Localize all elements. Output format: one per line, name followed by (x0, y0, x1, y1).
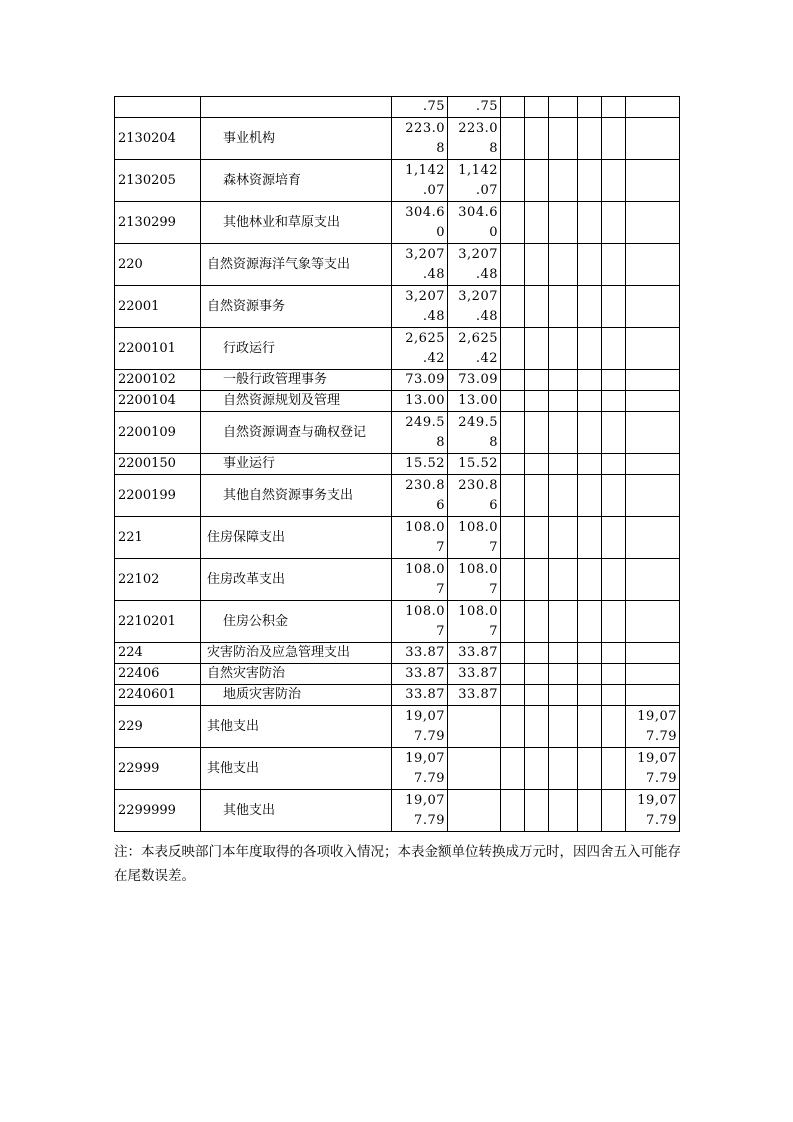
table-body (115, 97, 680, 832)
empty-cell (501, 118, 525, 160)
empty-cell (501, 244, 525, 286)
appropriation-amount-cell: 73.09 (448, 370, 501, 391)
item-code-cell: 2210201 (115, 601, 201, 643)
other-income-cell (626, 643, 680, 664)
empty-cell (501, 664, 525, 685)
item-code-cell: 22001 (115, 286, 201, 328)
item-name-cell: 其他支出 (201, 748, 392, 790)
empty-cell (602, 664, 626, 685)
table-footnote: 注：本表反映部门本年度取得的各项收入情况；本表金额单位转换成万元时，因四舍五入可能存在尾数误差。 (114, 844, 681, 884)
empty-cell (525, 370, 549, 391)
empty-cell (549, 328, 578, 370)
other-income-cell (626, 454, 680, 475)
appropriation-amount-cell: 33.87 (448, 643, 501, 664)
table-row (115, 664, 680, 685)
item-name-cell: 事业机构 (201, 118, 392, 160)
empty-cell (501, 517, 525, 559)
appropriation-amount-cell (448, 790, 501, 832)
table-row (115, 706, 680, 748)
empty-cell (549, 118, 578, 160)
empty-cell (578, 328, 602, 370)
empty-cell (602, 97, 626, 118)
item-name-cell: 灾害防治及应急管理支出 (201, 643, 392, 664)
total-amount-cell: 13.00 (392, 391, 448, 412)
other-income-cell (626, 202, 680, 244)
empty-cell (602, 118, 626, 160)
other-income-cell (626, 517, 680, 559)
empty-cell (501, 706, 525, 748)
appropriation-amount-cell: .75 (448, 97, 501, 118)
item-code-cell: 22999 (115, 748, 201, 790)
table-row (115, 328, 680, 370)
total-amount-cell: 73.09 (392, 370, 448, 391)
item-name-cell: 住房改革支出 (201, 559, 392, 601)
empty-cell (602, 286, 626, 328)
table-row (115, 244, 680, 286)
item-name-cell: 自然灾害防治 (201, 664, 392, 685)
total-amount-cell: 19,07 7.79 (392, 790, 448, 832)
total-amount-cell: .75 (392, 97, 448, 118)
empty-cell (501, 286, 525, 328)
empty-cell (501, 790, 525, 832)
empty-cell (525, 475, 549, 517)
empty-cell (525, 118, 549, 160)
empty-cell (602, 475, 626, 517)
empty-cell (602, 685, 626, 706)
other-income-cell: 19,07 7.79 (626, 790, 680, 832)
appropriation-amount-cell: 1,142 .07 (448, 160, 501, 202)
total-amount-cell: 108.0 7 (392, 601, 448, 643)
empty-cell (602, 643, 626, 664)
empty-cell (525, 706, 549, 748)
item-code-cell: 2240601 (115, 685, 201, 706)
table-row (115, 412, 680, 454)
item-code-cell: 2200102 (115, 370, 201, 391)
empty-cell (525, 391, 549, 412)
item-code-cell: 2200199 (115, 475, 201, 517)
empty-cell (578, 202, 602, 244)
empty-cell (578, 97, 602, 118)
other-income-cell (626, 370, 680, 391)
item-code-cell: 224 (115, 643, 201, 664)
empty-cell (549, 160, 578, 202)
total-amount-cell: 1,142 .07 (392, 160, 448, 202)
item-name-cell: 行政运行 (201, 328, 392, 370)
item-name-cell: 住房公积金 (201, 601, 392, 643)
empty-cell (501, 328, 525, 370)
item-code-cell: 2299999 (115, 790, 201, 832)
empty-cell (602, 790, 626, 832)
other-income-cell: 19,07 7.79 (626, 706, 680, 748)
other-income-cell (626, 97, 680, 118)
empty-cell (578, 475, 602, 517)
empty-cell (525, 748, 549, 790)
empty-cell (549, 601, 578, 643)
empty-cell (501, 202, 525, 244)
empty-cell (549, 559, 578, 601)
empty-cell (578, 118, 602, 160)
empty-cell (602, 454, 626, 475)
total-amount-cell: 2,625 .42 (392, 328, 448, 370)
item-name-cell: 其他自然资源事务支出 (201, 475, 392, 517)
empty-cell (549, 244, 578, 286)
empty-cell (602, 412, 626, 454)
other-income-cell (626, 685, 680, 706)
total-amount-cell: 108.0 7 (392, 517, 448, 559)
empty-cell (525, 559, 549, 601)
table-row (115, 454, 680, 475)
empty-cell (501, 160, 525, 202)
empty-cell (525, 286, 549, 328)
empty-cell (602, 748, 626, 790)
empty-cell (602, 160, 626, 202)
table-row (115, 643, 680, 664)
other-income-cell (626, 412, 680, 454)
table-row (115, 370, 680, 391)
empty-cell (578, 643, 602, 664)
item-code-cell: 2130299 (115, 202, 201, 244)
table-row (115, 790, 680, 832)
table-row (115, 559, 680, 601)
empty-cell (525, 790, 549, 832)
item-code-cell: 2130205 (115, 160, 201, 202)
other-income-cell (626, 160, 680, 202)
empty-cell (549, 391, 578, 412)
item-name-cell: 森林资源培育 (201, 160, 392, 202)
empty-cell (525, 517, 549, 559)
empty-cell (501, 412, 525, 454)
appropriation-amount-cell: 2,625 .42 (448, 328, 501, 370)
empty-cell (578, 664, 602, 685)
budget-table (114, 96, 680, 832)
empty-cell (602, 244, 626, 286)
total-amount-cell: 230.8 6 (392, 475, 448, 517)
item-name-cell: 其他支出 (201, 790, 392, 832)
total-amount-cell: 108.0 7 (392, 559, 448, 601)
empty-cell (525, 412, 549, 454)
empty-cell (549, 475, 578, 517)
empty-cell (525, 601, 549, 643)
empty-cell (525, 685, 549, 706)
empty-cell (549, 286, 578, 328)
appropriation-amount-cell: 230.8 6 (448, 475, 501, 517)
other-income-cell (626, 286, 680, 328)
table-row (115, 202, 680, 244)
item-code-cell: 2130204 (115, 118, 201, 160)
table-row (115, 601, 680, 643)
total-amount-cell: 19,07 7.79 (392, 748, 448, 790)
empty-cell (549, 517, 578, 559)
empty-cell (578, 454, 602, 475)
total-amount-cell: 223.0 8 (392, 118, 448, 160)
empty-cell (578, 286, 602, 328)
item-code-cell: 22102 (115, 559, 201, 601)
empty-cell (602, 601, 626, 643)
empty-cell (501, 454, 525, 475)
total-amount-cell: 19,07 7.79 (392, 706, 448, 748)
empty-cell (602, 559, 626, 601)
other-income-cell (626, 391, 680, 412)
table-row (115, 118, 680, 160)
empty-cell (578, 244, 602, 286)
appropriation-amount-cell: 304.6 0 (448, 202, 501, 244)
empty-cell (578, 412, 602, 454)
appropriation-amount-cell: 223.0 8 (448, 118, 501, 160)
item-code-cell (115, 97, 201, 118)
empty-cell (549, 202, 578, 244)
item-code-cell: 22406 (115, 664, 201, 685)
empty-cell (549, 643, 578, 664)
item-name-cell: 一般行政管理事务 (201, 370, 392, 391)
other-income-cell (626, 118, 680, 160)
appropriation-amount-cell: 108.0 7 (448, 601, 501, 643)
appropriation-amount-cell: 108.0 7 (448, 559, 501, 601)
empty-cell (549, 97, 578, 118)
empty-cell (602, 328, 626, 370)
empty-cell (578, 748, 602, 790)
appropriation-amount-cell: 249.5 8 (448, 412, 501, 454)
other-income-cell (626, 475, 680, 517)
empty-cell (525, 244, 549, 286)
empty-cell (578, 706, 602, 748)
appropriation-amount-cell (448, 748, 501, 790)
item-code-cell: 2200150 (115, 454, 201, 475)
empty-cell (525, 328, 549, 370)
empty-cell (501, 685, 525, 706)
table-row (115, 160, 680, 202)
item-name-cell: 其他林业和草原支出 (201, 202, 392, 244)
empty-cell (549, 454, 578, 475)
empty-cell (602, 706, 626, 748)
empty-cell (602, 391, 626, 412)
item-name-cell (201, 97, 392, 118)
item-name-cell: 自然资源调查与确权登记 (201, 412, 392, 454)
empty-cell (549, 664, 578, 685)
table-row (115, 685, 680, 706)
item-name-cell: 自然资源事务 (201, 286, 392, 328)
empty-cell (501, 475, 525, 517)
total-amount-cell: 249.5 8 (392, 412, 448, 454)
table-row (115, 475, 680, 517)
appropriation-amount-cell: 13.00 (448, 391, 501, 412)
empty-cell (602, 202, 626, 244)
total-amount-cell: 3,207 .48 (392, 244, 448, 286)
total-amount-cell: 15.52 (392, 454, 448, 475)
item-code-cell: 2200109 (115, 412, 201, 454)
total-amount-cell: 3,207 .48 (392, 286, 448, 328)
empty-cell (578, 391, 602, 412)
empty-cell (549, 706, 578, 748)
total-amount-cell: 33.87 (392, 643, 448, 664)
table-row (115, 517, 680, 559)
empty-cell (501, 748, 525, 790)
empty-cell (525, 454, 549, 475)
total-amount-cell: 33.87 (392, 664, 448, 685)
item-code-cell: 220 (115, 244, 201, 286)
total-amount-cell: 33.87 (392, 685, 448, 706)
empty-cell (525, 202, 549, 244)
item-name-cell: 地质灾害防治 (201, 685, 392, 706)
empty-cell (602, 370, 626, 391)
item-code-cell: 2200101 (115, 328, 201, 370)
appropriation-amount-cell: 3,207 .48 (448, 244, 501, 286)
empty-cell (549, 412, 578, 454)
empty-cell (501, 559, 525, 601)
appropriation-amount-cell (448, 706, 501, 748)
total-amount-cell: 304.6 0 (392, 202, 448, 244)
empty-cell (602, 517, 626, 559)
empty-cell (578, 370, 602, 391)
empty-cell (578, 685, 602, 706)
item-code-cell: 221 (115, 517, 201, 559)
empty-cell (578, 790, 602, 832)
empty-cell (578, 517, 602, 559)
item-name-cell: 其他支出 (201, 706, 392, 748)
empty-cell (501, 391, 525, 412)
empty-cell (578, 160, 602, 202)
empty-cell (501, 97, 525, 118)
empty-cell (525, 160, 549, 202)
empty-cell (549, 685, 578, 706)
other-income-cell: 19,07 7.79 (626, 748, 680, 790)
table-row (115, 391, 680, 412)
other-income-cell (626, 601, 680, 643)
appropriation-amount-cell: 108.0 7 (448, 517, 501, 559)
item-name-cell: 自然资源海洋气象等支出 (201, 244, 392, 286)
table-row (115, 748, 680, 790)
other-income-cell (626, 328, 680, 370)
other-income-cell (626, 664, 680, 685)
other-income-cell (626, 559, 680, 601)
appropriation-amount-cell: 3,207 .48 (448, 286, 501, 328)
empty-cell (549, 370, 578, 391)
empty-cell (578, 559, 602, 601)
item-code-cell: 2200104 (115, 391, 201, 412)
empty-cell (525, 664, 549, 685)
appropriation-amount-cell: 33.87 (448, 685, 501, 706)
empty-cell (549, 748, 578, 790)
table-row (115, 97, 680, 118)
empty-cell (501, 370, 525, 391)
table-row (115, 286, 680, 328)
appropriation-amount-cell: 33.87 (448, 664, 501, 685)
empty-cell (578, 601, 602, 643)
empty-cell (525, 643, 549, 664)
empty-cell (525, 97, 549, 118)
item-name-cell: 事业运行 (201, 454, 392, 475)
item-code-cell: 229 (115, 706, 201, 748)
item-name-cell: 自然资源规划及管理 (201, 391, 392, 412)
appropriation-amount-cell: 15.52 (448, 454, 501, 475)
other-income-cell (626, 244, 680, 286)
empty-cell (501, 601, 525, 643)
empty-cell (501, 643, 525, 664)
empty-cell (549, 790, 578, 832)
item-name-cell: 住房保障支出 (201, 517, 392, 559)
